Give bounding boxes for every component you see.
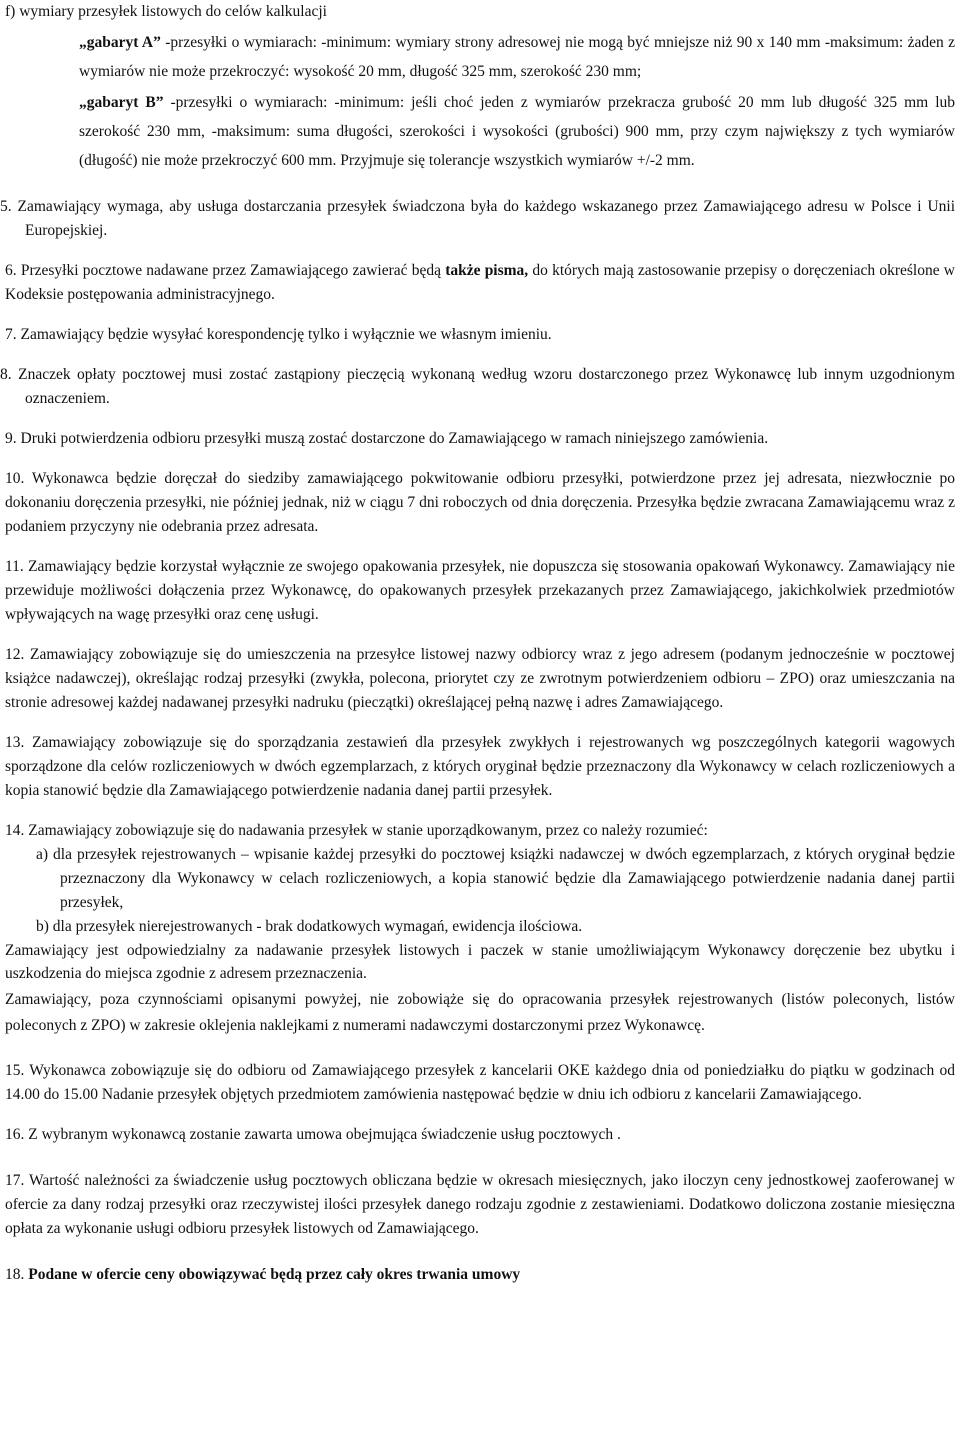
item-14-labels: Zamawiający, poza czynnościami opisanymi powyżej, nie zobowiąże się do opracowania przesyłek rejestrowanych (listów poleconych, listów poleconych z ZPO) w zakresie oklejenia naklejkami z numerami nadawczymi dostarczonymi przez Wykonawcę. <box>5 991 955 1034</box>
gabaryt-a-text: -przesyłki o wymiarach: -minimum: wymiary strony adresowej nie mogą być mniejsze niż 90 x 140 mm -maksimum: żaden z wymiarów nie może przekroczyć: wysokość 20 mm, długość 325 mm, szerokość 230 mm; <box>79 34 955 80</box>
item-14: 14. Zamawiający zobowiązuje się do nadawania przesyłek w stanie uporządkowanym, przez co należy rozumieć: <box>5 822 708 839</box>
item-16: 16. Z wybranym wykonawcą zostanie zawarta umowa obejmująca świadczenie usług pocztowych . <box>5 1126 621 1143</box>
item-18-bold: Podane w ofercie ceny obowiązywać będą przez cały okres trwania umowy <box>28 1266 521 1283</box>
item-6-text-a: 6. Przesyłki pocztowe nadawane przez Zamawiającego zawierać będą <box>5 262 446 279</box>
item-14-b: b) dla przesyłek nierejestrowanych - brak dodatkowych wymagań, ewidencja ilościowa. <box>36 918 583 935</box>
item-14-responsibility: Zamawiający jest odpowiedzialny za nadawanie przesyłek listowych i paczek w stanie umożliwiającym Wykonawcy doręczenie bez ubytku i uszkodzenia do miejsca zgodnie z adresem przeznaczenia. <box>5 942 955 982</box>
item-5: 5. Zamawiający wymaga, aby usługa dostarczania przesyłek świadczona była do każdego wskazanego przez Zamawiającego adresu w Polsce i Unii Europejskiej. <box>0 198 955 239</box>
item-8: 8. Znaczek opłaty pocztowej musi zostać zastąpiony pieczęcią wykonaną według wzoru dostarczonego przez Wykonawcę lub innym uzgodnionym oznaczeniem. <box>0 366 955 407</box>
item-7: 7. Zamawiający będzie wysyłać korespondencję tylko i wyłącznie we własnym imieniu. <box>5 326 552 343</box>
item-13: 13. Zamawiający zobowiązuje się do sporządzania zestawień dla przesyłek zwykłych i rejestrowanych wg poszczególnych kategorii wagowych sporządzone dla celów rozliczeniowych w dwóch egzemplarzach, z których oryginał będzie przeznaczony dla Wykonawcy w celach rozliczeniowych a kopia stanowić będzie dla Zamawiającego potwierdzenie nadania danej partii przesyłek. <box>5 734 955 799</box>
item-6-text-b: do których mają zastosowanie przepisy o doręczeniach określone w Kodeksie postępowania administracyjnego. <box>5 262 955 303</box>
item-10: 10. Wykonawca będzie doręczał do siedziby zamawiającego pokwitowanie odbioru przesyłki, potwierdzone przez jej adresata, niezwłocznie po dokonaniu doręczenia przesyłki, nie później jednak, niż w ciągu 7 dni roboczych od dnia doręczenia. Przesyłka będzie zwracana Zamawiającemu wraz z podaniem przyczyny nie odebrania przez adresata. <box>5 470 955 535</box>
item-11: 11. Zamawiający będzie korzystał wyłącznie ze swojego opakowania przesyłek, nie dopuszcza się stosowania opakowań Wykonawcy. Zamawiający nie przewiduje możliwości dołączenia przez Wykonawcę, do opakowanych przesyłek przekazanych przez Zamawiającego, jakichkolwiek przedmiotów wpływających na wagę przesyłki oraz cenę usługi. <box>5 558 955 623</box>
section-f-heading: f) wymiary przesyłek listowych do celów kalkulacji <box>5 3 327 20</box>
gabaryt-a-label: „gabaryt A” <box>79 34 161 51</box>
item-6 <box>0 259 960 307</box>
item-18 <box>0 1263 960 1287</box>
gabaryt-a-paragraph <box>0 28 960 86</box>
gabaryt-b-paragraph <box>0 88 960 175</box>
item-15: 15. Wykonawca zobowiązuje się do odbioru od Zamawiającego przesyłek z kancelarii OKE każdego dnia od poniedziałku do piątku w godzinach od 14.00 do 15.00 Nadanie przesyłek objętych przedmiotem zamówienia następować będzie w dniu ich odbioru z kancelarii Zamawiającego. <box>5 1062 955 1103</box>
item-9: 9. Druki potwierdzenia odbioru przesyłki muszą zostać dostarczone do Zamawiającego w ramach niniejszego zamówienia. <box>5 430 769 447</box>
item-12: 12. Zamawiający zobowiązuje się do umieszczenia na przesyłce listowej nazwy odbiorcy wraz z jego adresem (podanym jednocześnie w pocztowej książce nadawczej), określając rodzaj przesyłki (zwykła, polecona, priorytet czy ze zwrotnym potwierdzeniem odbioru – ZPO) oraz umieszczania na stronie adresowej każdej nadawanej przesyłki nadruku (pieczątki) określającej pełną nazwę i adres Zamawiającego. <box>5 646 955 711</box>
item-18-number: 18. <box>5 1266 29 1283</box>
gabaryt-b-text: -przesyłki o wymiarach: -minimum: jeśli choć jeden z wymiarów przekracza grubość 20 mm lub długość 325 mm lub szerokość 230 mm, -maksimum: suma długości, szerokości i wysokości (grubości) 900 mm, przy czym największy z tych wymiarów (długość) nie może przekroczyć 600 mm. Przyjmuje się tolerancje wszystkich wymiarów +/-2 mm. <box>79 94 956 169</box>
item-14-a: a) dla przesyłek rejestrowanych – wpisanie każdej przesyłki do pocztowej książki nadawczej w dwóch egzemplarzach, z których oryginał będzie przeznaczony dla Wykonawcy w celach rozliczeniowych, a kopia stanowić będzie dla Zamawiającego potwierdzenie nadania danej partii przesyłek, <box>36 846 955 911</box>
item-17: 17. Wartość należności za świadczenie usług pocztowych obliczana będzie w okresach miesięcznych, jako iloczyn ceny jednostkowej zaoferowanej w ofercie za dany rodzaj przesyłki oraz rzeczywistej ilości przesyłek danego rodzaju zgodnie z zestawieniami. Dodatkowo doliczona zostanie miesięczna opłata za wykonanie usługi odbioru przesyłek listowych od Zamawiającego. <box>5 1172 955 1237</box>
item-6-bold: także pisma, <box>445 262 529 279</box>
gabaryt-b-label: „gabaryt B” <box>79 94 164 111</box>
